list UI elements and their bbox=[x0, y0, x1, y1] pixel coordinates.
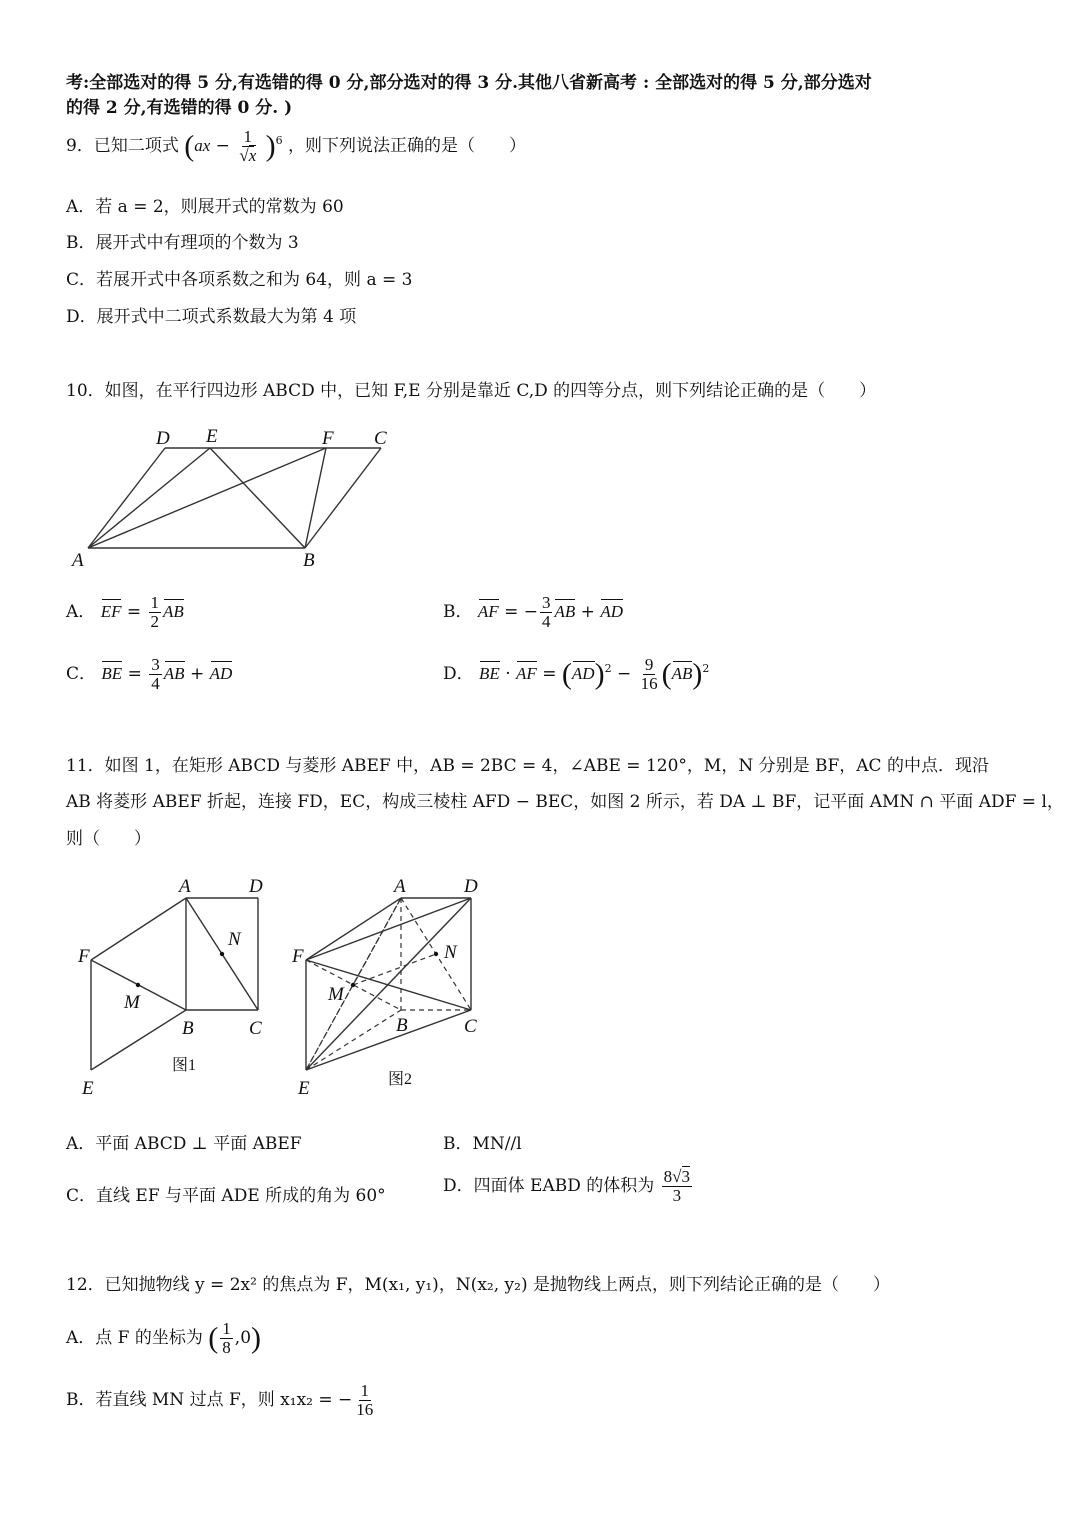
label-N: N bbox=[228, 929, 241, 950]
q12-option-b: B．若直线 MN 过点 F，则 x₁x₂ = − $\frac{1}{16}$ bbox=[66, 1381, 374, 1419]
label-D: D bbox=[464, 876, 478, 897]
figure-2-caption: 图2 bbox=[388, 1071, 413, 1088]
q10-option-b: B． AF = − $\frac{3}{4}$ AB + AD bbox=[443, 593, 623, 631]
q11-stem-line-2: AB 将菱形 ABEF 折起，连接 FD，EC，构成三棱柱 AFD − BEC，如图 2 所示，若 DA ⊥ BF，记平面 AMN ∩ 平面 ADF = l， bbox=[66, 792, 1064, 812]
edge-AD bbox=[88, 448, 165, 548]
q9-option-b: B．展开式中有理项的个数为 3 bbox=[66, 233, 299, 253]
label-A: A bbox=[179, 876, 191, 897]
label-D: D bbox=[156, 428, 170, 449]
q11-stem-line-1: 11．如图 1，在矩形 ABCD 与菱形 ABEF 中，AB = 2BC = 4，∠ABE = 120°，M，N 分别是 BF，AC 的中点．现沿 bbox=[66, 756, 989, 776]
header-line-2: 的得 2 分,有选错的得 0 分. ) bbox=[66, 98, 293, 118]
label-E: E bbox=[206, 426, 218, 447]
label-D: D bbox=[249, 876, 263, 897]
label-E: E bbox=[82, 1078, 94, 1099]
q10-option-c: C． BE = $\frac{3}{4}$ AB + AD bbox=[66, 655, 233, 693]
q10-parallelogram-figure bbox=[60, 420, 420, 572]
segment-AE bbox=[88, 448, 210, 548]
q12-stem: 12．已知抛物线 y = 2x² 的焦点为 F，M(x₁, y₁)，N(x₂, y₂) 是抛物线上两点，则下列结论正确的是（ ） bbox=[66, 1275, 890, 1295]
q11-option-b: B．MN//l bbox=[443, 1134, 522, 1154]
segment-FB bbox=[305, 448, 326, 548]
point-N bbox=[220, 952, 224, 956]
q10-stem: 10．如图，在平行四边形 ABCD 中，已知 F,E 分别是靠近 C,D 的四等分点，则下列结论正确的是（ ） bbox=[66, 381, 877, 401]
label-C: C bbox=[249, 1018, 262, 1039]
point-M bbox=[136, 983, 140, 987]
label-E: E bbox=[298, 1078, 310, 1099]
label-F: F bbox=[292, 946, 304, 967]
label-M: M bbox=[124, 992, 140, 1013]
label-B: B bbox=[303, 550, 315, 571]
q12-option-a: A．点 F 的坐标为 ( $\frac{1}{8}$ ,0) bbox=[66, 1319, 262, 1357]
q11-figure-2 bbox=[288, 870, 518, 1100]
q11-stem-line-3: 则（ ） bbox=[66, 829, 151, 849]
label-M: M bbox=[328, 984, 344, 1005]
edge-CB bbox=[305, 448, 381, 548]
label-C: C bbox=[464, 1016, 477, 1037]
q11-option-d: D．四面体 EABD 的体积为 $\frac{8√3}{3}$ bbox=[443, 1167, 690, 1205]
q9-option-d: D．展开式中二项式系数最大为第 4 项 bbox=[66, 307, 357, 327]
q10-option-a: A． EF = $\frac{1}{2}$ AB bbox=[66, 593, 184, 631]
label-F: F bbox=[322, 428, 334, 449]
q11-figure-1 bbox=[68, 870, 288, 1100]
label-A: A bbox=[394, 876, 406, 897]
q9-option-a: A．若 a = 2，则展开式的常数为 60 bbox=[66, 197, 344, 217]
label-C: C bbox=[374, 428, 387, 449]
point-N bbox=[434, 952, 438, 956]
point-M bbox=[351, 983, 355, 987]
q11-option-a: A．平面 ABCD ⊥ 平面 ABEF bbox=[66, 1134, 302, 1154]
figure-1-caption: 图1 bbox=[172, 1057, 197, 1074]
edge-FA bbox=[91, 898, 186, 960]
q10-option-d: D． BE · AF = (AD)$^2$ − $\frac{9}{16}$ (AB)$^2$ bbox=[443, 655, 710, 693]
label-B: B bbox=[182, 1018, 194, 1039]
edge-EC bbox=[306, 1010, 471, 1070]
label-F: F bbox=[78, 946, 90, 967]
label-A: A bbox=[72, 550, 84, 571]
q9-stem: 9．已知二项式 (ax − $\frac{1}{√x}$ )$^6$ ，则下列说法正确的是（ ） bbox=[66, 127, 527, 165]
q11-option-c: C．直线 EF 与平面 ADE 所成的角为 60° bbox=[66, 1186, 386, 1206]
q9-option-c: C．若展开式中各项系数之和为 64，则 a = 3 bbox=[66, 270, 413, 290]
hidden-segment-MN bbox=[353, 954, 436, 985]
label-N: N bbox=[444, 942, 457, 963]
header-line-1: 考:全部选对的得 5 分,有选错的得 0 分,部分选对的得 3 分.其他八省新高考 : 全部选对的得 5 分,部分选对 bbox=[66, 73, 872, 93]
label-B: B bbox=[396, 1015, 408, 1036]
